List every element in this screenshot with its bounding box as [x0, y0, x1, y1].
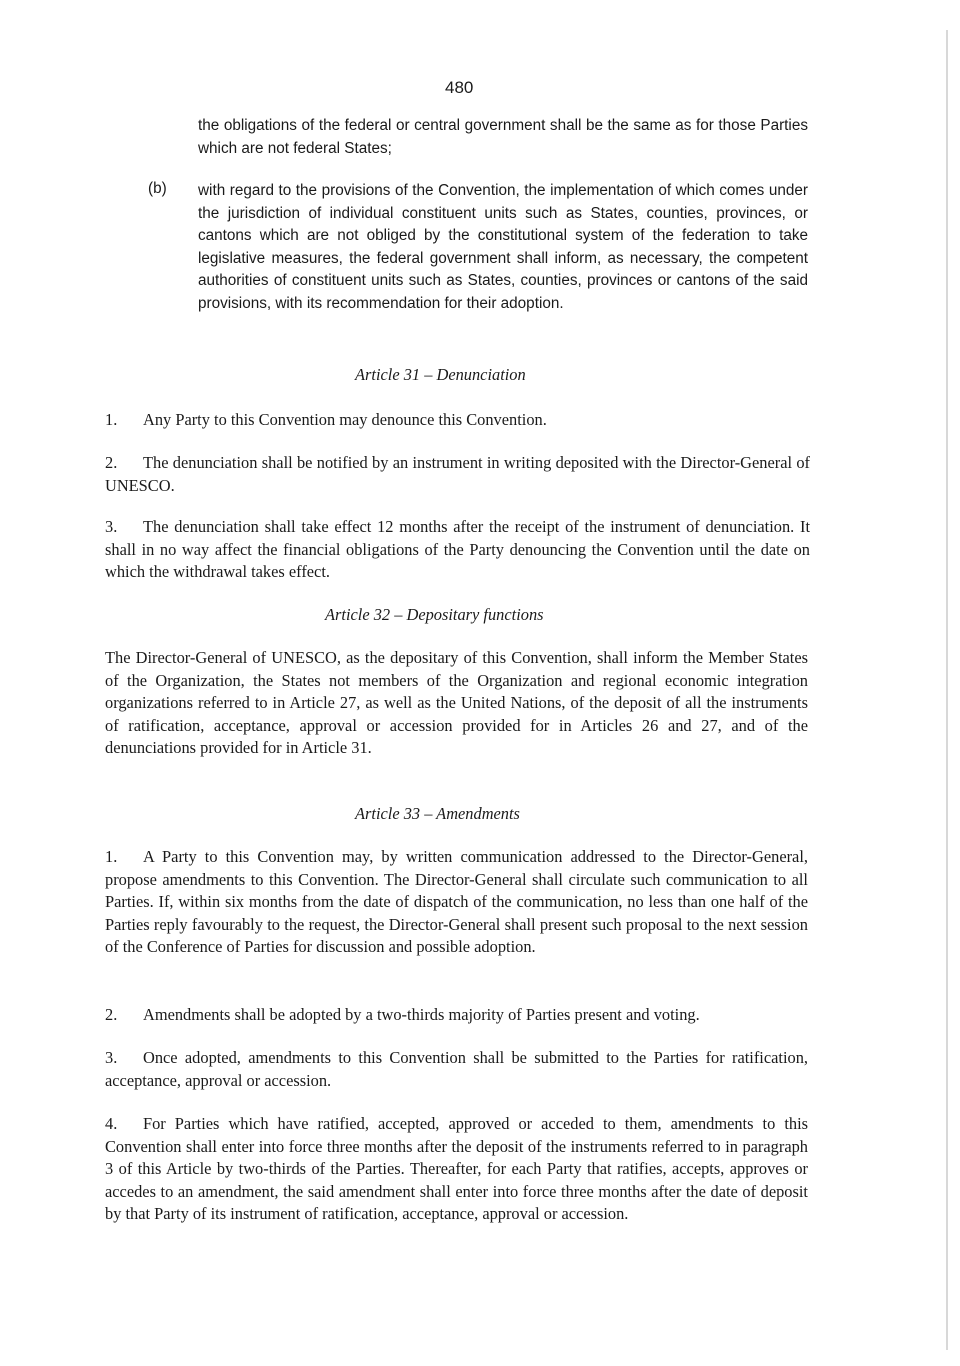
paragraph-number: 1. [105, 410, 118, 429]
article-31-paragraph-2 [105, 452, 810, 497]
paragraph-text: The denunciation shall be notified by an instrument in writing deposited with the Director-General of UNESCO. [105, 453, 810, 495]
article-33-paragraph-1 [105, 846, 808, 959]
clause-b-paragraph: with regard to the provisions of the Convention, the implementation of which comes under the jurisdiction of individual constituent units such as States, counties, provinces, or cantons which are not obliged by the constitutional system of the federation to take legislative measures, the federal government shall inform, as necessary, the competent authorities of constituent units such as States, counties, provinces or cantons of the said provisions, with its recommendation for their adoption. [198, 182, 808, 312]
article-31-heading: Article 31 – Denunciation [355, 365, 526, 384]
paragraph-number: 3. [105, 1048, 118, 1067]
paragraph-text: Amendments shall be adopted by a two-thirds majority of Parties present and voting. [143, 1005, 700, 1024]
paragraph-text: Any Party to this Convention may denounce this Convention. [143, 410, 547, 429]
paragraph-number: 2. [105, 453, 118, 472]
article-33-heading: Article 33 – Amendments [355, 804, 520, 823]
article-33-paragraph-2 [105, 1004, 808, 1027]
article-31-paragraph-3 [105, 516, 810, 584]
article-33-paragraph-4 [105, 1113, 808, 1226]
paragraph-text: For Parties which have ratified, accepted, approved or acceded to them, amendments to this Convention shall enter into force three months after the deposit of the instruments referred to in paragraph 3 of this Article by two-thirds of the Parties. Thereafter, for each Party that ratifies, accepts, approves or accedes to an amendment, the said amendment shall enter into force three months after the date of deposit by that Party of its instrument of ratification, acceptance, approval or accession. [105, 1114, 808, 1224]
paragraph-number: 3. [105, 517, 118, 536]
scan-edge-line [946, 30, 948, 1350]
paragraph-number: 2. [105, 1005, 118, 1024]
article-32-paragraph: The Director-General of UNESCO, as the depositary of this Convention, shall inform the Member States of the Organization, the States not members of the Organization and regional economic integration organizations referred to in Article 27, as well as the United Nations, of the deposit of all the instruments of ratification, acceptance, approval or accession provided for in Articles 26 and 27, and of the denunciations provided for in Article 31. [105, 648, 808, 758]
continuation-paragraph: the obligations of the federal or central government shall be the same as for those Parties which are not federal States; [198, 117, 808, 157]
article-33-paragraph-3 [105, 1047, 808, 1092]
paragraph-text: A Party to this Convention may, by written communication addressed to the Director-General, propose amendments to this Convention. The Director-General shall circulate such communication to all Parties. If, within six months from the date of dispatch of the communication, no less than one half of the Parties reply favourably to the request, the Director-General shall present such proposal to the next session of the Conference of Parties for discussion and possible adoption. [105, 847, 808, 957]
article-31-paragraph-1 [105, 409, 810, 432]
paragraph-number: 4. [105, 1114, 118, 1133]
paragraph-text: The denunciation shall take effect 12 months after the receipt of the instrument of denunciation. It shall in no way affect the financial obligations of the Party denouncing the Convention until the date on which the withdrawal takes effect. [105, 517, 810, 582]
page-number: 480 [445, 78, 474, 97]
clause-b-marker: (b) [148, 180, 167, 197]
article-32-heading: Article 32 – Depositary functions [325, 605, 544, 624]
paragraph-text: Once adopted, amendments to this Convention shall be submitted to the Parties for ratification, acceptance, approval or accession. [105, 1048, 808, 1090]
paragraph-number: 1. [105, 847, 118, 866]
